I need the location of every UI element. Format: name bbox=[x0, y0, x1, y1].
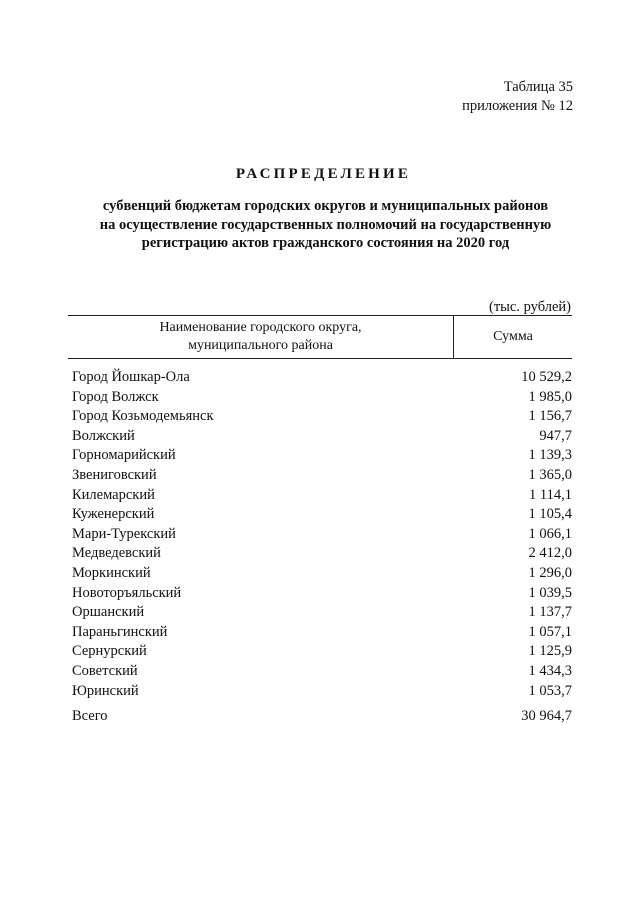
row-value: 1 137,7 bbox=[528, 604, 572, 621]
row-value: 10 529,2 bbox=[521, 369, 572, 385]
header-sum-column: Сумма bbox=[493, 329, 533, 344]
row-name: Оршанский bbox=[72, 604, 145, 621]
table-number: Таблица 35 bbox=[503, 79, 573, 95]
row-name: Параньгинский bbox=[72, 623, 168, 640]
total-row bbox=[72, 707, 572, 726]
table-row bbox=[72, 584, 572, 604]
header-name-line-1: Наименование городского округа, bbox=[159, 320, 362, 335]
subtitle-line-3: регистрацию актов гражданского состояния на 2020 год bbox=[141, 235, 510, 251]
row-value: 1 039,5 bbox=[528, 584, 572, 601]
row-value: 1 296,0 bbox=[528, 564, 572, 581]
row-value: 1 105,4 bbox=[528, 506, 572, 523]
table-row bbox=[72, 662, 572, 682]
row-name: Советский bbox=[72, 662, 138, 679]
row-name: Медведевский bbox=[72, 545, 161, 562]
appendix-reference: приложения № 12 bbox=[462, 98, 573, 114]
row-value: 1 434,3 bbox=[528, 662, 572, 679]
row-value: 1 057,1 bbox=[528, 623, 572, 640]
document-title: РАСПРЕДЕЛЕНИЕ bbox=[235, 166, 412, 182]
row-name: Город Йошкар-Ола bbox=[72, 369, 190, 385]
row-value: 1 365,0 bbox=[528, 466, 572, 483]
document-heading bbox=[0, 166, 639, 253]
row-value: 1 053,7 bbox=[528, 682, 572, 699]
row-name: Горномарийский bbox=[72, 447, 176, 464]
table-row bbox=[72, 388, 572, 408]
header-name-line-2: муниципального района bbox=[188, 338, 333, 353]
table-row bbox=[72, 564, 572, 584]
row-value: 1 114,1 bbox=[529, 486, 572, 503]
row-name: Куженерский bbox=[72, 506, 155, 523]
row-value: 1 139,3 bbox=[528, 447, 572, 464]
row-name: Новоторъяльский bbox=[72, 584, 182, 601]
table-row bbox=[72, 486, 572, 506]
total-label: Всего bbox=[72, 708, 108, 724]
row-name: Город Волжск bbox=[72, 388, 159, 405]
table-row bbox=[72, 368, 572, 388]
row-name: Город Козьмодемьянск bbox=[72, 408, 214, 425]
total-value: 30 964,7 bbox=[521, 708, 572, 724]
table-row bbox=[72, 505, 572, 525]
table-row bbox=[72, 427, 572, 447]
table-row bbox=[72, 525, 572, 545]
row-name: Сернурский bbox=[72, 643, 147, 660]
table-header bbox=[68, 315, 572, 359]
table-body bbox=[72, 368, 572, 701]
row-value: 1 125,9 bbox=[528, 643, 572, 660]
row-value: 947,7 bbox=[539, 427, 572, 444]
table-row bbox=[72, 407, 572, 427]
table-row bbox=[72, 682, 572, 702]
table-reference bbox=[462, 78, 573, 116]
row-value: 1 156,7 bbox=[528, 408, 572, 425]
header-name-column bbox=[68, 316, 454, 358]
row-name: Юринский bbox=[72, 682, 139, 699]
document-subtitle bbox=[0, 197, 639, 253]
row-value: 2 412,0 bbox=[528, 545, 572, 562]
row-value: 1 066,1 bbox=[528, 525, 572, 542]
table-row bbox=[72, 642, 572, 662]
unit-label: (тыс. рублей) bbox=[489, 299, 571, 315]
row-name: Моркинский bbox=[72, 564, 151, 581]
table-row bbox=[72, 603, 572, 623]
subtitle-line-1: субвенций бюджетам городских округов и муниципальных районов bbox=[102, 198, 549, 214]
table-row bbox=[72, 623, 572, 643]
table-row bbox=[72, 446, 572, 466]
row-name: Килемарский bbox=[72, 486, 155, 503]
row-name: Волжский bbox=[72, 427, 135, 444]
row-name: Мари-Турекский bbox=[72, 525, 176, 542]
subtitle-line-2: на осуществление государственных полномочий на государственную bbox=[99, 216, 552, 233]
row-value: 1 985,0 bbox=[528, 388, 572, 405]
table-row bbox=[72, 466, 572, 486]
table-row bbox=[72, 544, 572, 564]
row-name: Звениговский bbox=[72, 466, 157, 483]
